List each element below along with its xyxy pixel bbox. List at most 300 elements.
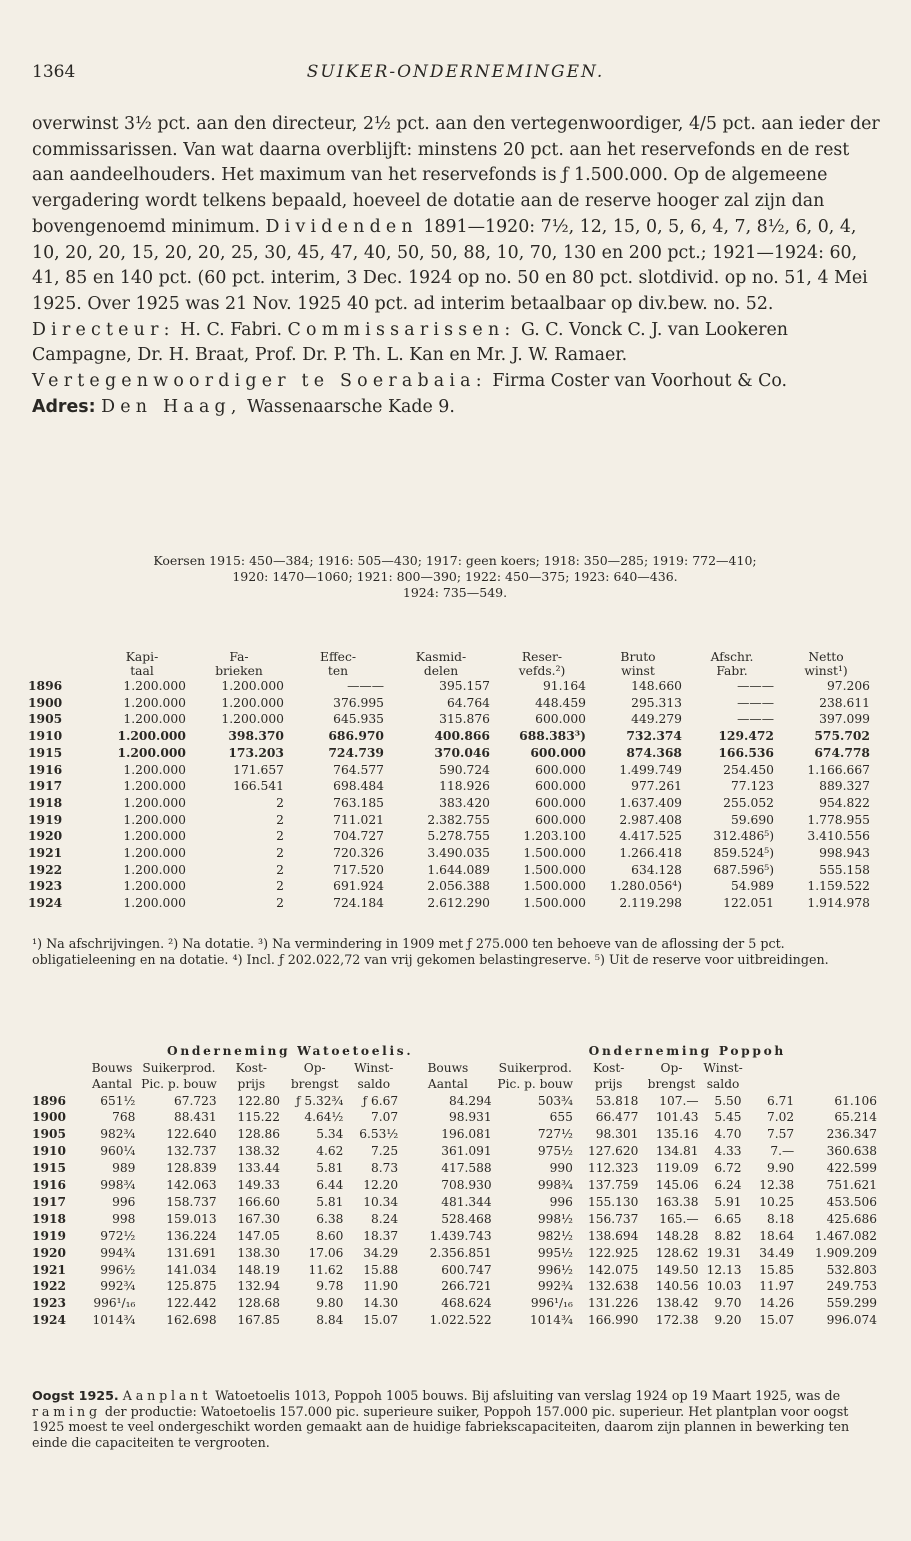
table-cell: 691.924 <box>333 879 384 894</box>
representative-text: Firma Coster van Voorhout & Co. <box>492 371 788 392</box>
table-cell: 136.224 <box>166 1228 217 1243</box>
table-cell: 2 <box>276 879 284 894</box>
table-cell: 717.520 <box>333 862 384 877</box>
table-cell: 167.30 <box>237 1211 280 1226</box>
table-cell: 34.49 <box>759 1245 795 1260</box>
running-title: SUIKER-ONDERNEMINGEN. <box>306 62 605 82</box>
table-cell: 3.490.035 <box>427 846 490 861</box>
table-cell: 1.499.749 <box>619 762 682 777</box>
table-cell: 6.53½ <box>359 1127 399 1142</box>
table-cell: 1.200.000 <box>123 812 186 827</box>
column-header-line: winst¹) <box>804 664 848 678</box>
table-cell: 1.200.000 <box>123 779 186 794</box>
table-cell: 2 <box>276 812 284 827</box>
table-cell: 122.051 <box>723 896 774 911</box>
table-cell: 1.778.955 <box>807 812 870 827</box>
table-cell: 64.764 <box>446 695 490 710</box>
table-cell: 1.280.056⁴) <box>609 879 682 894</box>
table-cell: 101.43 <box>655 1110 699 1125</box>
table-cell: 53.818 <box>595 1093 639 1108</box>
table-cell: 600.000 <box>530 744 586 760</box>
body-paragraph <box>32 112 880 395</box>
table-cell: 77.123 <box>730 779 774 794</box>
table-cell: 8.84 <box>316 1313 344 1328</box>
table-cell: 422.599 <box>826 1161 877 1176</box>
empty-header <box>32 1076 86 1093</box>
table-cell: 1.500.000 <box>523 862 586 877</box>
table-cell: 992¾ <box>100 1279 136 1294</box>
table-cell: 503¾ <box>537 1093 573 1108</box>
harvest-label: Oogst 1925. <box>32 1388 119 1403</box>
table-row <box>32 1177 880 1194</box>
table-cell: 449.279 <box>631 712 682 727</box>
table-cell: 2 <box>276 846 284 861</box>
table-cell: 147.05 <box>237 1228 280 1243</box>
table-cell: 688.383³) <box>519 728 586 744</box>
year-cell: 1919 <box>28 811 63 827</box>
table-cell: 54.989 <box>730 879 774 894</box>
table-cell: 397.099 <box>819 712 870 727</box>
table-cell: 448.459 <box>535 695 586 710</box>
table-cell: 1.637.409 <box>619 795 682 810</box>
table-cell: 149.50 <box>655 1262 699 1277</box>
table-cell: 996½ <box>537 1262 573 1277</box>
financial-table <box>28 650 874 912</box>
table-row <box>32 1093 880 1110</box>
table-cell: 165.— <box>659 1211 699 1226</box>
table-cell: 977.261 <box>631 779 682 794</box>
table-cell: 764.577 <box>333 762 384 777</box>
table-row <box>32 1228 880 1245</box>
table-cell: 118.926 <box>439 779 490 794</box>
table-cell: 132.94 <box>237 1279 280 1294</box>
table-cell: 4.70 <box>714 1127 742 1142</box>
column-header <box>778 650 874 678</box>
column-header-line: Effec- <box>319 650 357 664</box>
column-header-line: brieken <box>215 664 263 678</box>
table-cell: 763.185 <box>333 795 384 810</box>
table-cell: 18.37 <box>363 1228 399 1243</box>
table-cell: 6.24 <box>714 1178 742 1193</box>
table-cell: 1.266.418 <box>619 846 682 861</box>
table-cell: 128.62 <box>655 1245 699 1260</box>
table-cell: 1.203.100 <box>523 829 586 844</box>
table-cell: 11.90 <box>363 1279 399 1294</box>
table-cell: 600.000 <box>535 812 586 827</box>
table-cell: 1.914.978 <box>807 896 870 911</box>
financial-table-body <box>28 678 874 912</box>
table-cell: 59.690 <box>730 812 774 827</box>
year-cell: 1915 <box>32 1161 66 1176</box>
table-cell: 9.90 <box>767 1161 795 1176</box>
table-cell: 98.931 <box>448 1110 492 1125</box>
table-cell: 11.97 <box>759 1279 795 1294</box>
table-cell: 1.500.000 <box>523 846 586 861</box>
table-row <box>32 1278 880 1295</box>
table-cell: 1.467.082 <box>814 1228 877 1243</box>
table-row <box>32 1143 880 1160</box>
table-cell: 249.753 <box>826 1279 877 1294</box>
table-cell: 361.091 <box>441 1144 492 1159</box>
table-cell: 148.19 <box>237 1262 280 1277</box>
column-header: saldo <box>357 1077 391 1091</box>
table-cell: 2 <box>276 862 284 877</box>
year-cell: 1919 <box>32 1228 66 1243</box>
table-cell: 998.943 <box>819 846 870 861</box>
table-row <box>28 862 874 879</box>
table-cell: 453.506 <box>826 1194 877 1209</box>
table-cell: 5.45 <box>714 1110 742 1125</box>
table-cell: 10.03 <box>706 1279 742 1294</box>
table-cell: 167.85 <box>237 1313 280 1328</box>
column-header-line: ten <box>327 664 349 678</box>
table-cell: 2.356.851 <box>429 1245 492 1260</box>
table-cell: 236.347 <box>826 1127 877 1142</box>
table-row <box>28 812 874 829</box>
column-header: brengst <box>290 1077 339 1091</box>
table-cell: 138.32 <box>237 1144 280 1159</box>
table-cell: 132.638 <box>588 1279 639 1294</box>
table-cell: 1.200.000 <box>123 862 186 877</box>
table-cell: 1.500.000 <box>523 896 586 911</box>
table-cell: 1.200.000 <box>123 896 186 911</box>
table-cell: 1.200.000 <box>117 744 186 760</box>
table-cell: 2 <box>276 896 284 911</box>
table-cell: 127.620 <box>588 1144 639 1159</box>
table-cell: 383.420 <box>439 795 490 810</box>
table-cell: ——— <box>737 712 774 727</box>
table-cell: 162.698 <box>166 1313 217 1328</box>
table-cell: 1.022.522 <box>429 1313 492 1328</box>
column-header: Pic. p. bouw <box>497 1077 574 1091</box>
table-cell: 17.06 <box>308 1245 344 1260</box>
table-cell: 686.970 <box>328 728 384 744</box>
table-cell: 687.596⁵) <box>713 862 774 877</box>
table-cell: 994¾ <box>100 1245 136 1260</box>
table-cell: 768 <box>112 1110 136 1125</box>
table-cell: 528.468 <box>441 1211 492 1226</box>
table-cell: 1.500.000 <box>523 879 586 894</box>
table-cell: 5.81 <box>316 1161 344 1176</box>
table-cell: 1.200.000 <box>123 879 186 894</box>
table-cell: 998 <box>112 1211 136 1226</box>
table-cell: 3.410.556 <box>807 829 870 844</box>
planting-label: Aanplant <box>122 1388 212 1403</box>
body-text <box>32 112 880 420</box>
table-cell: 7.02 <box>767 1110 795 1125</box>
table-cell: 9.20 <box>714 1313 742 1328</box>
table-cell: 417.588 <box>441 1161 492 1176</box>
footnote-text: ¹) Na afschrijvingen. ²) Na dotatie. ³) Na vermindering in 1909 met ƒ 275.000 ten behoeve van de aflossing der 5 pct. obligatieleening en na dotatie. ⁴) Incl. ƒ 202.022,72 van vrij gekomen belastingreserve. ⁵) Uit de reserve voor uitbreidingen. <box>32 936 829 967</box>
table-cell: 7.07 <box>371 1110 399 1125</box>
year-cell: 1921 <box>28 845 63 861</box>
table-cell: 135.16 <box>655 1127 699 1142</box>
table-cell: 1.200.000 <box>221 712 284 727</box>
year-cell: 1910 <box>28 728 63 744</box>
table-cell: 996 <box>549 1194 573 1209</box>
table-cell: 1.200.000 <box>123 679 186 693</box>
table-row <box>28 762 874 779</box>
table-cell: 155.130 <box>588 1194 639 1209</box>
table-cell: 600.000 <box>535 712 586 727</box>
table-cell: 425.686 <box>826 1211 877 1226</box>
column-header-line: Kapi- <box>125 650 159 664</box>
table-cell: 9.78 <box>316 1279 344 1294</box>
table-cell: 15.07 <box>363 1313 399 1328</box>
table-cell: 145.06 <box>655 1178 699 1193</box>
table-cell: 634.128 <box>631 862 682 877</box>
table-cell: 10.25 <box>759 1194 795 1209</box>
column-header: Bouws <box>427 1060 469 1075</box>
table-cell: 732.374 <box>626 728 682 744</box>
table-cell: 166.541 <box>233 779 284 794</box>
table-cell: 2 <box>276 795 284 810</box>
table-cell: 11.62 <box>308 1262 344 1277</box>
table-cell: 468.624 <box>441 1296 492 1311</box>
column-header: Pic. p. bouw <box>141 1077 217 1091</box>
director-text: H. C. Fabri. <box>180 319 282 340</box>
table-cell: 5.34 <box>316 1127 344 1142</box>
commissioners-label: Commissarissen: <box>287 319 516 340</box>
table-cell: 960¼ <box>100 1144 136 1159</box>
table-cell: 6.38 <box>316 1211 344 1226</box>
table-cell: 600.000 <box>535 762 586 777</box>
table-cell: 5.81 <box>316 1194 344 1209</box>
table-cell: 8.73 <box>371 1161 399 1176</box>
table-row <box>32 1295 880 1312</box>
table-cell: 6.65 <box>714 1211 742 1226</box>
table-cell: 131.226 <box>588 1296 639 1311</box>
table-cell: 1.200.000 <box>123 762 186 777</box>
financial-table-header <box>28 650 874 678</box>
table-row <box>32 1262 880 1279</box>
table-cell: 655 <box>549 1110 573 1125</box>
table-cell: 989 <box>112 1161 136 1176</box>
column-header: Winst- <box>703 1060 743 1075</box>
table-cell: 889.327 <box>819 779 870 794</box>
table-row <box>32 1194 880 1211</box>
table-cell: ——— <box>737 679 774 693</box>
table-cell: 724.184 <box>333 896 384 911</box>
production-table <box>32 1043 880 1329</box>
table-cell: 982½ <box>537 1228 573 1243</box>
table-cell: 14.26 <box>759 1296 795 1311</box>
table-row <box>32 1109 880 1126</box>
table-cell: 266.721 <box>441 1279 492 1294</box>
column-header <box>94 650 190 678</box>
table-cell: 1.159.522 <box>807 879 870 894</box>
table-cell: 720.326 <box>333 846 384 861</box>
table-cell: 590.724 <box>439 762 490 777</box>
table-cell: 370.046 <box>434 744 490 760</box>
table-cell: 674.778 <box>814 744 870 760</box>
column-header: Kost- <box>235 1060 267 1075</box>
table-cell: 1014¾ <box>530 1313 573 1328</box>
column-header <box>686 650 778 678</box>
table-cell: ——— <box>347 679 384 693</box>
harvest-text-2: der productie: Watoetoelis 157.000 pic. superieure suiker, Poppoh 157.000 pic. superieur. Het plantplan voor oogst 1925 moest te veel ondergeschikt worden gemaakt aan de huidige fabriekscapaciteiten, daarom zijn plannen in bewerking ten einde die capaciteiten te vergrooten. <box>32 1403 850 1451</box>
table-cell: 5.50 <box>714 1093 742 1108</box>
table-cell: 7.— <box>770 1144 795 1159</box>
table-cell: 12.13 <box>706 1262 742 1277</box>
table-cell: 5.278.755 <box>427 829 490 844</box>
table-cell: 148.660 <box>631 679 682 693</box>
year-cell: 1896 <box>28 678 63 693</box>
column-header: Bouws <box>91 1060 133 1075</box>
table-cell: 376.995 <box>333 695 384 710</box>
table-cell: 859.524⁵) <box>713 846 774 861</box>
profit-distribution-text: overwinst 3½ pct. aan den directeur, 2½ pct. aan den vertegenwoordiger, 4/5 pct. aan ieder der commissarissen. Van wat daarna overblijft: minstens 20 pct. aan het reservefonds en de rest aan aandeelhouders. Het maximum van het reservefonds is ƒ 1.500.000. Op de algemeene vergadering wordt telkens bepaald, hoeveel de dotatie aan de reserve hooger zal zijn dan bovengenoemd minimum. <box>32 114 880 237</box>
table-row <box>28 878 874 895</box>
table-cell: 140.56 <box>655 1279 699 1294</box>
table-row <box>28 728 874 745</box>
table-cell: 166.536 <box>718 744 774 760</box>
column-header-line: winst <box>621 664 655 678</box>
table-cell: 6.72 <box>714 1161 742 1176</box>
table-cell: 67.723 <box>173 1093 217 1108</box>
table-cell: 122.925 <box>588 1245 639 1260</box>
table-cell: 704.727 <box>333 829 384 844</box>
table-cell: 992¾ <box>537 1279 573 1294</box>
table-cell: 6.44 <box>316 1178 344 1193</box>
table-cell: 1.200.000 <box>123 695 186 710</box>
table-cell: 115.22 <box>237 1110 280 1125</box>
table-cell: 84.294 <box>448 1093 492 1108</box>
table-cell: 5.91 <box>714 1194 742 1209</box>
table-cell: 137.759 <box>588 1178 639 1193</box>
table-cell: 1.166.667 <box>807 762 870 777</box>
page-header <box>32 62 879 86</box>
column-header-line: taal <box>130 664 154 678</box>
column-header: Suikerprod. <box>498 1060 572 1075</box>
table-row <box>28 678 874 695</box>
column-header <box>190 650 288 678</box>
table-cell: 15.85 <box>759 1262 795 1277</box>
table-cell: 972½ <box>100 1228 136 1243</box>
table-row <box>32 1245 880 1262</box>
table-cell: 990 <box>549 1161 573 1176</box>
table-cell: 1.909.209 <box>814 1245 877 1260</box>
table-cell: 128.839 <box>166 1161 217 1176</box>
year-cell: 1905 <box>28 711 63 727</box>
table-cell: 1.200.000 <box>221 695 284 710</box>
table-cell: 1.200.000 <box>123 712 186 727</box>
table-cell: 559.299 <box>826 1296 877 1311</box>
table-cell: 138.694 <box>588 1228 639 1243</box>
table-cell: ——— <box>737 695 774 710</box>
table-row <box>32 1312 880 1329</box>
table-cell: 141.034 <box>166 1262 217 1277</box>
group-poppoh: Onderneming Poppoh <box>588 1044 786 1058</box>
table-cell: 532.803 <box>826 1262 877 1277</box>
table-cell: 975½ <box>537 1144 573 1159</box>
share-prices-line: 1920: 1470—1060; 1921: 800—390; 1922: 450—375; 1923: 640—436. <box>232 569 678 584</box>
table-cell: 173.203 <box>228 744 284 760</box>
table-cell: 119.09 <box>655 1161 699 1176</box>
table-cell: 2.056.388 <box>427 879 490 894</box>
table-cell: 982¾ <box>100 1127 136 1142</box>
table-cell: 133.44 <box>237 1161 280 1176</box>
column-header-line: Reser- <box>521 650 563 664</box>
table-cell: 1.200.000 <box>123 846 186 861</box>
table-row <box>28 778 874 795</box>
year-cell: 1920 <box>32 1245 66 1260</box>
table-cell: 698.484 <box>333 779 384 794</box>
table-cell: 360.638 <box>826 1144 877 1159</box>
table-cell: 171.657 <box>233 762 284 777</box>
table-cell: 255.052 <box>723 795 774 810</box>
table-cell: 128.68 <box>237 1296 280 1311</box>
column-header: prijs <box>594 1077 623 1091</box>
column-header-line: Kasmid- <box>415 650 467 664</box>
table-row <box>28 695 874 712</box>
column-header: saldo <box>706 1077 740 1091</box>
table-cell: 708.930 <box>441 1178 492 1193</box>
table-cell: 1.200.000 <box>123 795 186 810</box>
table-cell: 125.875 <box>166 1279 217 1294</box>
year-cell: 1905 <box>32 1127 66 1142</box>
table-cell: 163.38 <box>655 1194 699 1209</box>
year-cell: 1917 <box>28 778 63 794</box>
year-cell: 1922 <box>28 861 63 877</box>
table-cell: 98.301 <box>595 1127 639 1142</box>
table-cell: 9.80 <box>316 1296 344 1311</box>
table-cell: 600.000 <box>535 779 586 794</box>
table-cell: 600.000 <box>535 795 586 810</box>
column-header <box>590 650 686 678</box>
column-header <box>494 650 590 678</box>
table-cell: 1.439.743 <box>429 1228 492 1243</box>
column-header-line: Fa- <box>229 650 249 664</box>
year-cell: 1922 <box>32 1279 66 1294</box>
table-cell: 4.417.525 <box>619 829 682 844</box>
table-cell: 61.106 <box>834 1093 877 1108</box>
table-cell: 131.691 <box>166 1245 217 1260</box>
table-cell: 995½ <box>537 1245 573 1260</box>
table-cell: 122.80 <box>237 1093 280 1108</box>
table-cell: 651½ <box>100 1093 136 1108</box>
table-cell: 1.200.000 <box>117 728 186 744</box>
table-cell: 122.640 <box>166 1127 217 1142</box>
production-table-body <box>32 1093 880 1330</box>
column-header: Winst- <box>354 1060 394 1075</box>
table-cell: 8.24 <box>371 1211 399 1226</box>
table-cell: 600.747 <box>441 1262 492 1277</box>
year-cell: 1924 <box>32 1313 66 1328</box>
harvest-text: Watoetoelis 1013, Poppoh 1005 bouws. Bij afsluiting van verslag 1924 op 19 Maart 1925, was de <box>215 1388 841 1403</box>
production-table-header <box>32 1043 880 1093</box>
table-cell: 1.200.000 <box>221 679 284 693</box>
table-cell: 1014¾ <box>92 1313 136 1328</box>
table-cell: 122.442 <box>166 1296 217 1311</box>
table-row <box>28 795 874 812</box>
table-cell: 158.737 <box>166 1194 217 1209</box>
table-cell: 8.18 <box>767 1211 795 1226</box>
column-header: Op- <box>660 1060 683 1075</box>
table-cell: 2.612.290 <box>427 896 490 911</box>
table-cell: 12.20 <box>363 1178 399 1193</box>
table-cell: 4.64½ <box>304 1110 344 1125</box>
table-cell: 159.013 <box>166 1211 217 1226</box>
year-cell: 1923 <box>32 1296 66 1311</box>
column-header-line: Afschr. <box>710 650 754 664</box>
table-cell: 166.990 <box>588 1313 639 1328</box>
table-cell: 66.477 <box>595 1110 639 1125</box>
table-cell: 2.382.755 <box>427 812 490 827</box>
table-cell: 138.30 <box>237 1245 280 1260</box>
table-cell: 134.81 <box>655 1144 699 1159</box>
table-cell: 142.075 <box>588 1262 639 1277</box>
